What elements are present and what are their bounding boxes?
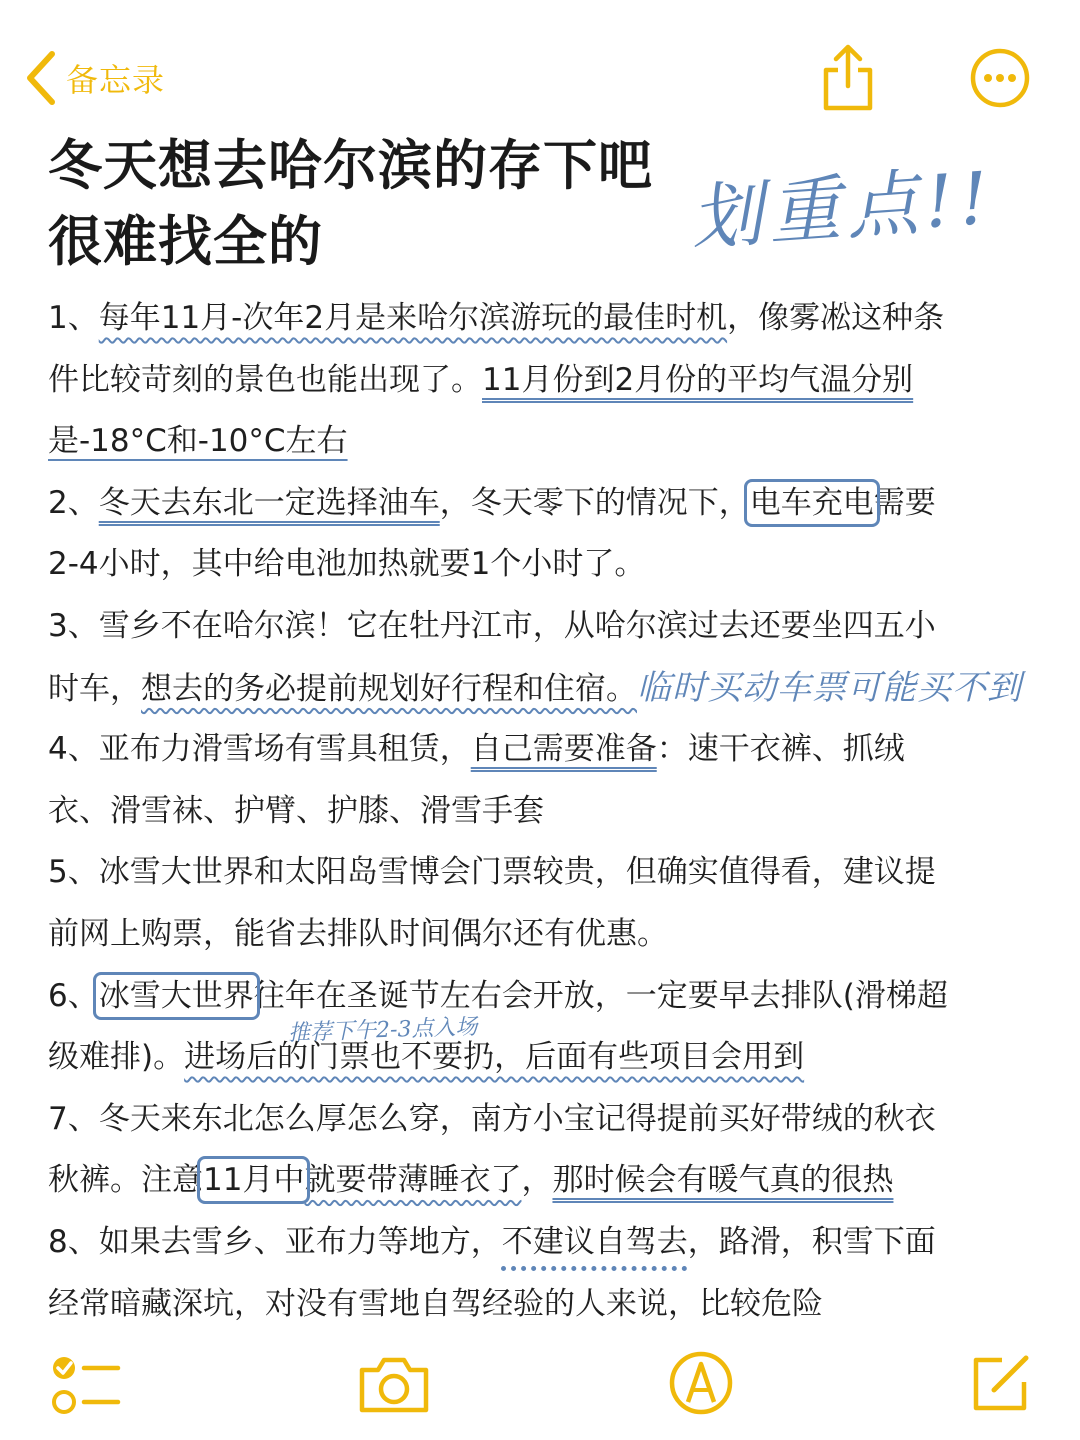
boxed-text: 11月中 (203, 1162, 305, 1199)
handwritten-highlight: 划重点!! (687, 155, 997, 261)
handwritten-entry-note: 推荐下午2-3点入场 (287, 1014, 478, 1047)
annotated-text: 冬天去东北一定选择油车 (98, 484, 440, 521)
line-8: 4、亚布力滑雪场有雪具租赁，自己需要准备：速干衣裤、抓绒 (48, 731, 905, 768)
annotated-text: 是-18°C和-10°C左右 (48, 423, 348, 460)
annotated-text: 自己需要准备 (470, 731, 657, 768)
line-4: 2、冬天去东北一定选择油车，冬天零下的情况下，电车充电需要 (48, 484, 936, 521)
annotated-text: 每年11月-次年2月是来哈尔滨游玩的最佳时机 (98, 300, 728, 336)
boxed-text: 电车充电 (749, 484, 874, 521)
annotated-text: 不建议自驾去 (501, 1223, 688, 1260)
camera-button[interactable] (356, 1354, 432, 1420)
checklist-button[interactable] (50, 1352, 122, 1422)
line-3 (48, 411, 1048, 473)
chevron-left-icon (24, 50, 58, 106)
back-button[interactable] (24, 50, 165, 106)
pen-markup-icon (668, 1350, 734, 1416)
line-16: 8、如果去雪乡、亚布力等地方，不建议自驾去，路滑，积雪下面 (48, 1223, 936, 1260)
annotated-text: 进场后的门票也不要扔，后面有些项目会用到 (184, 1039, 805, 1076)
title-line-2: 很难找全的 (48, 210, 323, 273)
ellipsis-circle-icon (970, 48, 1030, 108)
line-15: 秋裤。注意11月中就要带薄睡衣了，那时候会有暖气真的很热 (48, 1162, 894, 1199)
line-1: 1、每年11月-次年2月是来哈尔滨游玩的最佳时机，像雾凇这种条 (48, 300, 945, 336)
line-10: 5、冰雪大世界和太阳岛雪博会门票较贵，但确实值得看，建议提 (48, 854, 936, 891)
compose-button[interactable] (968, 1350, 1034, 1420)
back-label: 备忘录 (66, 61, 166, 99)
boxed-text: 冰雪大世界 (98, 977, 254, 1014)
line-11: 前网上购票，能省去排队时间偶尔还有优惠。 (48, 915, 668, 952)
line-5: 2-4小时，其中给电池加热就要1个小时了。 (48, 546, 646, 583)
annotated-text: 那时候会有暖气真的很热 (552, 1162, 894, 1199)
line-12: 6、冰雪大世界往年在圣诞节左右会开放，一定要早去排队(滑梯超 (48, 977, 948, 1014)
note-body[interactable] (48, 288, 1048, 1335)
annotated-text: 就要带薄睡衣了 (304, 1162, 522, 1199)
more-button[interactable] (970, 48, 1030, 108)
line-14: 7、冬天来东北怎么厚怎么穿，南方小宝记得提前买好带绒的秋衣 (48, 1100, 936, 1137)
markup-button[interactable] (668, 1350, 734, 1420)
line-9: 衣、滑雪袜、护臂、护膝、滑雪手套 (48, 792, 544, 829)
title-line-1: 冬天想去哈尔滨的存下吧 (48, 134, 653, 197)
camera-icon (356, 1354, 432, 1416)
line-13: 级难排)。进场后的门票也不要扔，后面有些项目会用到 (48, 1039, 805, 1076)
line-7: 时车，想去的务必提前规划好行程和住宿。临时买动车票可能买不到 (48, 667, 1022, 708)
compose-icon (968, 1350, 1034, 1416)
line-2: 件比较苛刻的景色也能出现了。11月份到2月份的平均气温分别 (48, 361, 914, 398)
note-title[interactable] (48, 128, 688, 280)
annotated-text: 11月份到2月份的平均气温分别 (482, 361, 914, 398)
line-17: 经常暗藏深坑，对没有雪地自驾经验的人来说，比较危险 (48, 1285, 823, 1322)
share-button[interactable] (818, 42, 878, 112)
annotated-text: 想去的务必提前规划好行程和住宿。 (141, 670, 637, 707)
share-icon (818, 42, 878, 112)
checklist-icon (50, 1352, 122, 1418)
handwritten-train-note: 临时买动车票可能买不到 (637, 667, 1022, 708)
line-6: 3、雪乡不在哈尔滨！它在牡丹江市，从哈尔滨过去还要坐四五小 (48, 607, 936, 644)
